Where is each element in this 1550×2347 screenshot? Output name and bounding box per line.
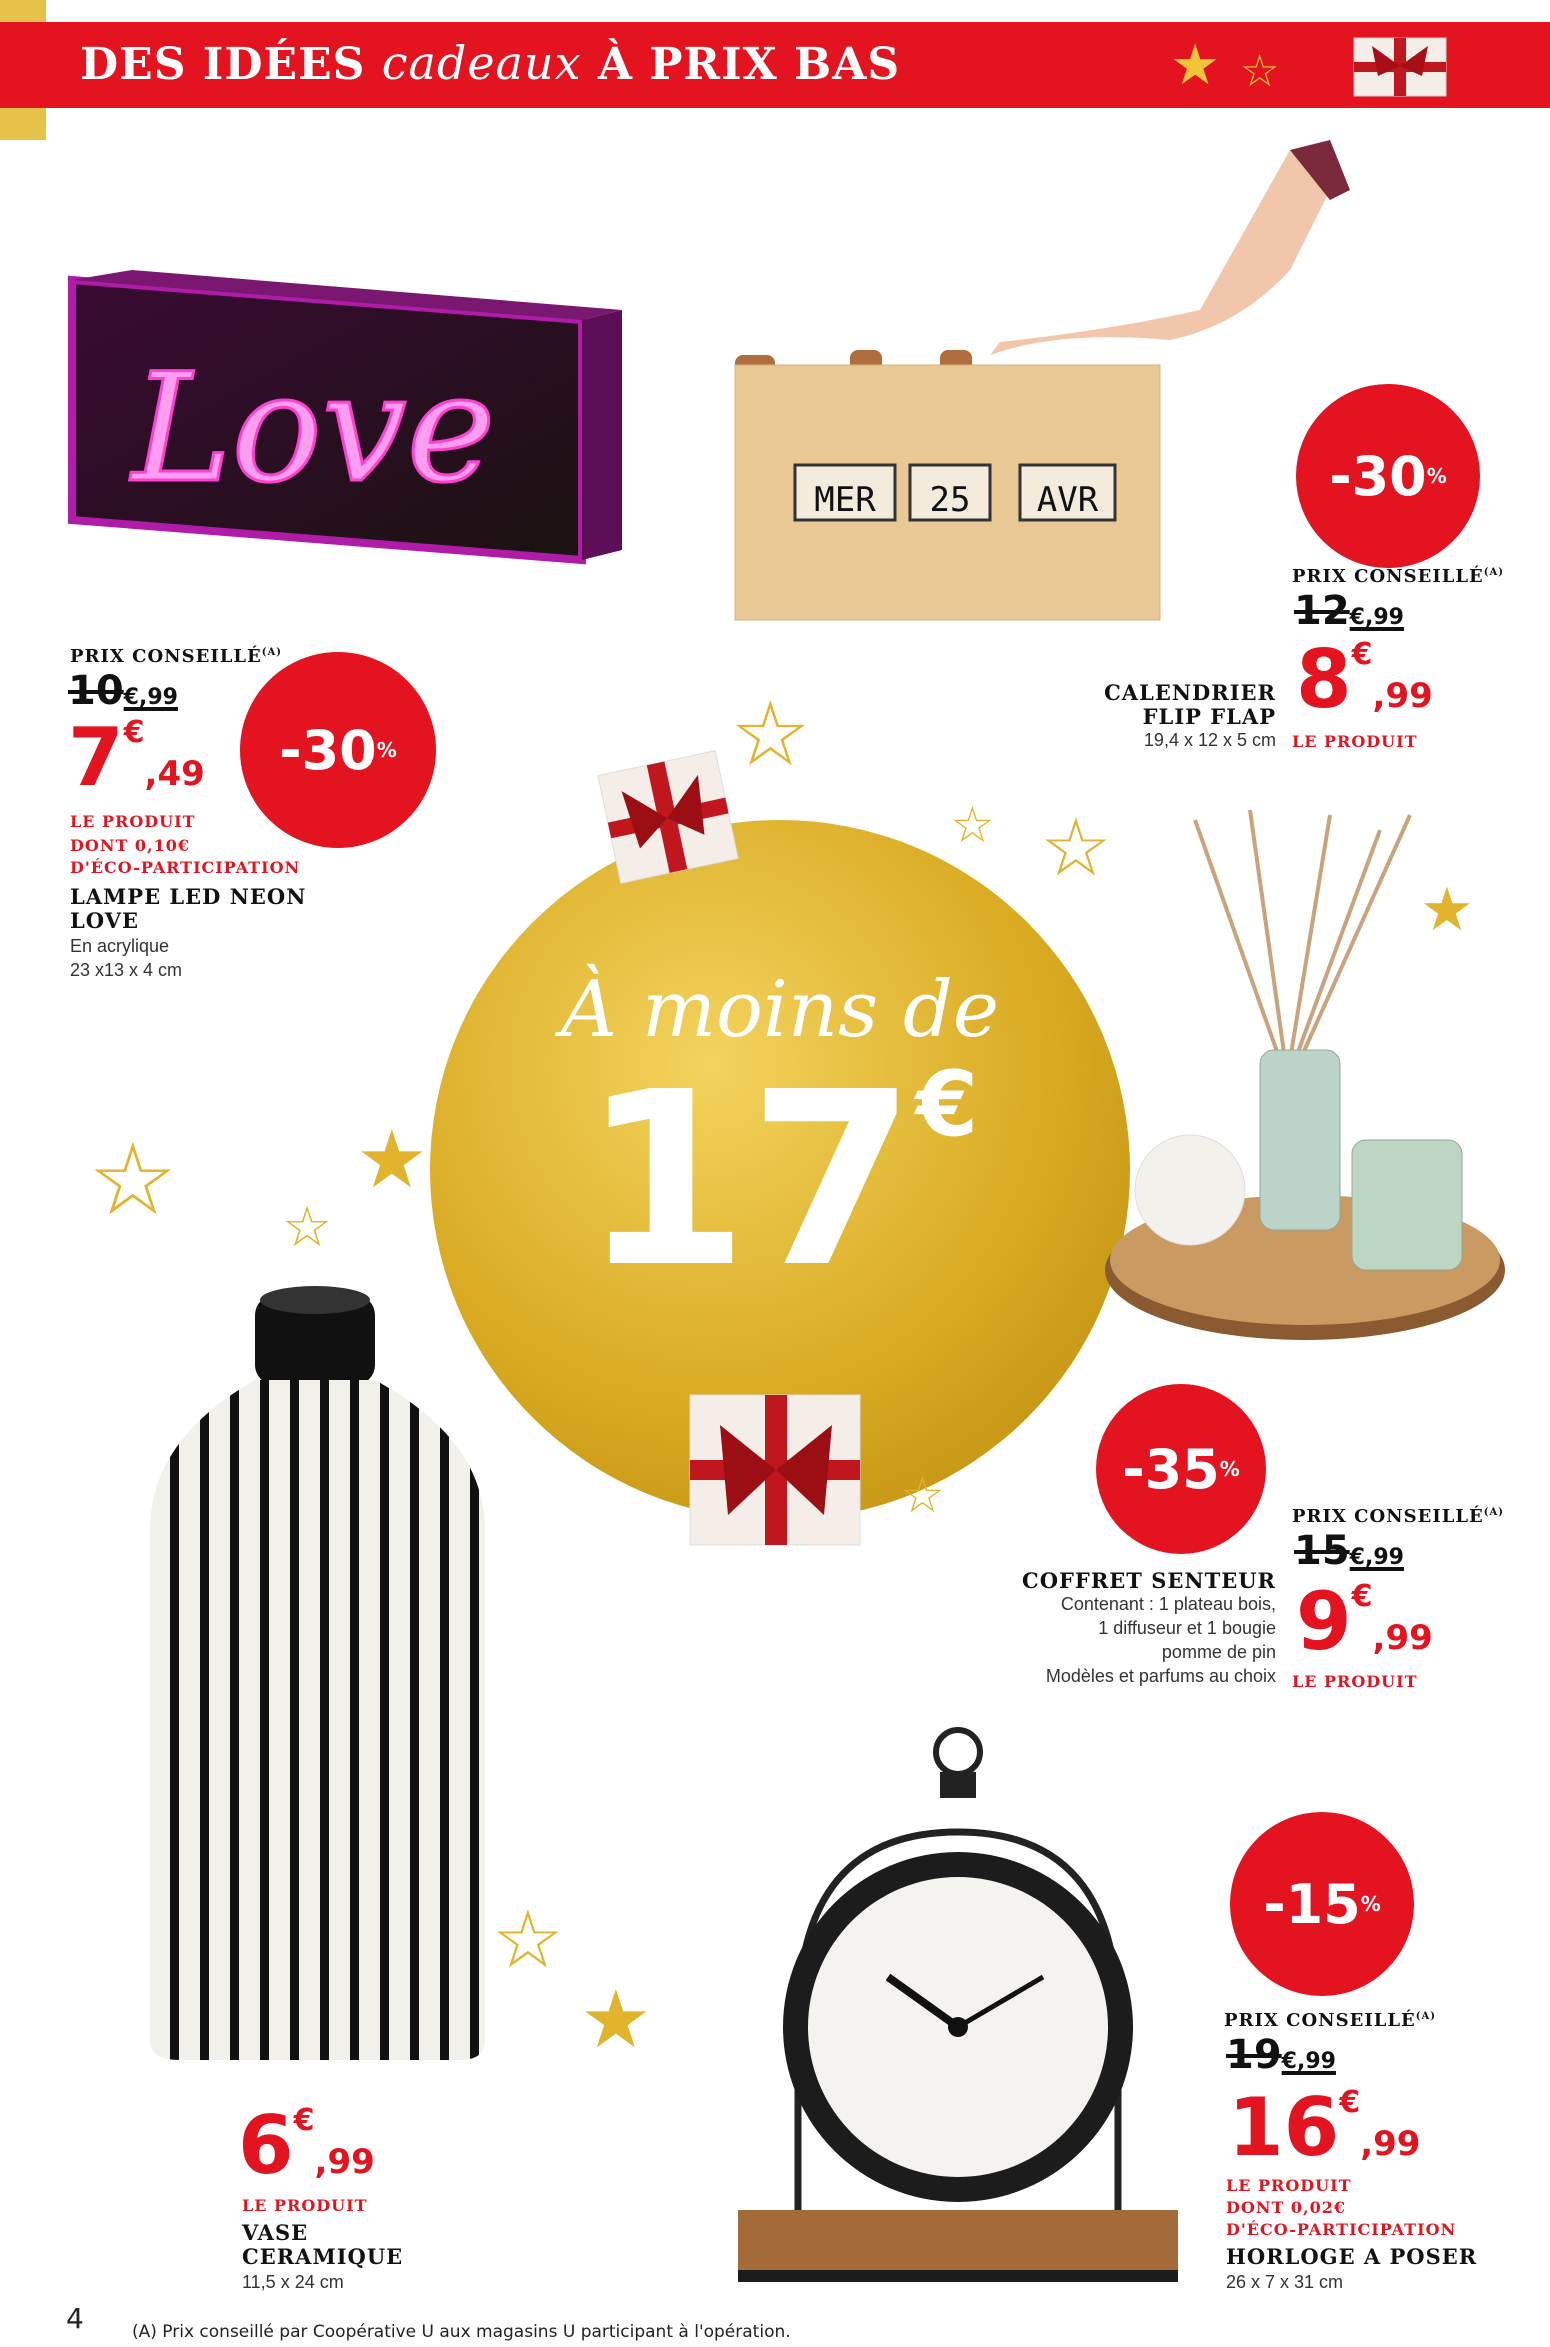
star-icon: ☆	[950, 796, 995, 854]
star-icon: ☆	[730, 682, 811, 787]
star-icon: ☆	[492, 1893, 564, 1986]
coffret-desc-line2: 1 diffuseur et 1 bougie	[1098, 1618, 1276, 1638]
coffret-discount-badge: -35 %	[1096, 1384, 1266, 1554]
vase-price: 6€,99	[238, 2099, 375, 2192]
lamp-eco-line2: D'ÉCO-PARTICIPATION	[70, 858, 301, 877]
star-icon: ☆	[900, 1466, 945, 1524]
vase-dimensions: 11,5 x 24 cm	[242, 2272, 344, 2292]
lamp-eco-line1: DONT 0,10€	[70, 836, 191, 855]
promo-amount: 17€	[581, 1040, 979, 1320]
coffret-price: 9€,99	[1296, 1575, 1433, 1668]
gift-icon	[1350, 32, 1450, 102]
coffret-desc-line1: Contenant : 1 plateau bois,	[1060, 1594, 1276, 1614]
coffret-desc-line4: Modèles et parfums au choix	[1045, 1666, 1276, 1686]
star-icon: ★	[1420, 875, 1474, 945]
coffret-desc-line3: pomme de pin	[1161, 1642, 1276, 1662]
lamp-price: 7€,49	[68, 711, 205, 804]
star-icon: ★	[356, 1113, 428, 1206]
table-clock-image	[728, 1722, 1188, 2292]
lamp-prix-conseille-label: PRIX $CONSEILLÉ^{(A)}$	[70, 646, 283, 667]
lamp-old-price: 10€,99	[68, 668, 178, 714]
flip-month: AVR	[1036, 480, 1099, 520]
flip-day: MER	[814, 480, 876, 520]
clock-discount-badge: -15 %	[1230, 1812, 1414, 1996]
neon-love-lamp-image	[62, 270, 622, 570]
coffret-name: COFFRET SENTEUR	[1022, 1568, 1276, 1593]
vase-name-line1: VASE	[242, 2220, 309, 2245]
promo-headline: À moins de	[560, 965, 1000, 1055]
lamp-desc-line2: 23 x13 x 4 cm	[70, 960, 183, 980]
clock-price: 16€,99	[1228, 2081, 1421, 2174]
svg-text:Love: Love	[132, 342, 496, 516]
flip-calendar-image	[730, 130, 1350, 630]
clock-eco-line1: DONT 0,02€	[1226, 2198, 1347, 2217]
page-number: 4	[66, 2302, 84, 2335]
clock-eco-line2: D'ÉCO-PARTICIPATION	[1226, 2220, 1457, 2239]
calendar-name-line1: CALENDRIER	[1104, 680, 1276, 705]
calendar-dimensions: 19,4 x 12 x 5 cm	[1143, 730, 1276, 750]
coffret-per-product: LE PRODUIT	[1292, 1672, 1418, 1691]
star-icon: ☆	[88, 1121, 178, 1238]
page-title: DES IDÉES cadeaux À PRIX BAS	[80, 36, 901, 90]
lamp-name-line2: LOVE	[70, 908, 139, 933]
calendar-old-price: 12€,99	[1294, 588, 1404, 634]
clock-per-product: LE PRODUIT	[1226, 2176, 1352, 2195]
calendar-price: 8€,99	[1296, 633, 1433, 726]
striped-vase-image	[140, 1280, 500, 2070]
clock-prix-conseille-label: PRIX $CONSEILLÉ^{(A)}$	[1224, 2010, 1437, 2031]
gift-icon	[680, 1385, 870, 1555]
star-icon: ☆	[282, 1195, 333, 1260]
flip-date: 25	[929, 480, 971, 520]
calendar-name-line2: FLIP FLAP	[1142, 704, 1276, 729]
star-icon: ★	[1170, 33, 1221, 98]
lamp-desc-line1: En acrylique	[70, 936, 170, 956]
calendar-per-product: LE PRODUIT	[1292, 732, 1418, 751]
coffret-prix-conseille-label: PRIX $CONSEILLÉ^{(A)}$	[1292, 1506, 1505, 1527]
clock-dimensions: 26 x 7 x 31 cm	[1226, 2272, 1344, 2292]
vase-name-line2: CERAMIQUE	[242, 2244, 404, 2269]
star-icon: ★	[580, 1973, 652, 2066]
lamp-per-product: LE PRODUIT	[70, 812, 196, 831]
star-icon: ☆	[1240, 46, 1280, 97]
vase-per-product: LE PRODUIT	[242, 2196, 368, 2215]
lamp-discount-badge: -30 %	[240, 652, 436, 848]
lamp-name-line1: LAMPE LED NEON	[70, 884, 307, 909]
diffuser-set-image	[1100, 800, 1510, 1360]
star-icon: ☆	[1040, 801, 1112, 894]
calendar-discount-badge: -30 %	[1296, 384, 1480, 568]
clock-name: HORLOGE A POSER	[1226, 2244, 1478, 2269]
clock-old-price: 19€,99	[1226, 2032, 1336, 2078]
coffret-old-price: 15€,99	[1294, 1528, 1404, 1574]
footnote: (A) Prix conseillé par Coopérative U aux magasins U participant à l'opération.	[132, 2322, 791, 2342]
calendar-prix-conseille-label: PRIX $CONSEILLÉ^{(A)}$	[1292, 566, 1505, 587]
